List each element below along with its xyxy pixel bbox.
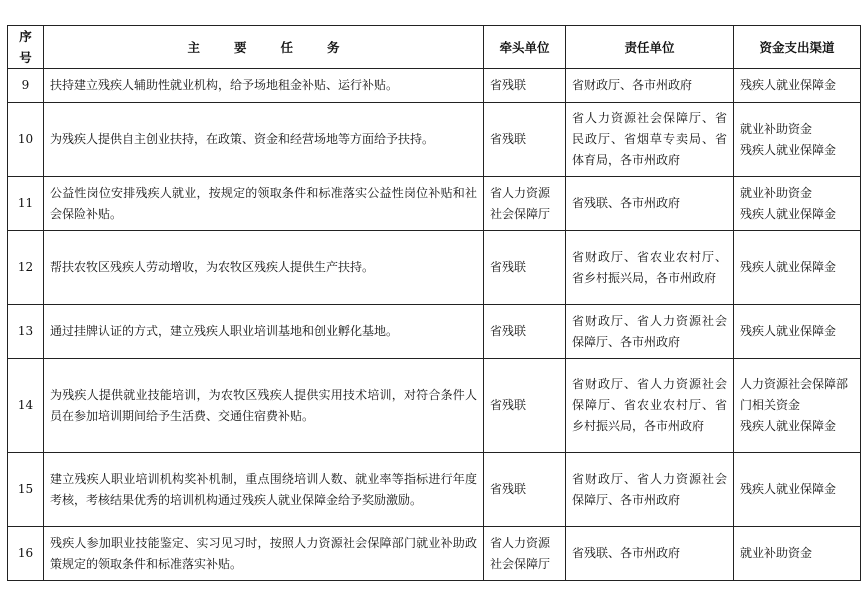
task-cell: 残疾人参加职业技能鉴定、实习见习时，按照人力资源社会保障部门就业补助政策规定的领取条件和标准落实补贴。 xyxy=(44,527,484,581)
funding-item: 残疾人就业保障金 xyxy=(740,419,837,433)
task-cell: 公益性岗位安排残疾人就业，按规定的领取条件和标准落实公益性岗位补贴和社会保险补贴。 xyxy=(44,177,484,231)
table-row xyxy=(8,69,861,103)
responsible-unit-cell: 省财政厅、省人力资源社会保障厅、省农业农村厅、省乡村振兴局，各市州政府 xyxy=(566,359,734,453)
funding-channel-cell xyxy=(734,527,861,581)
row-number: 12 xyxy=(8,231,44,305)
lead-unit-cell: 省人力资源社会保障厅 xyxy=(484,177,566,231)
header-row xyxy=(8,26,861,69)
row-number: 15 xyxy=(8,453,44,527)
funding-item: 人力资源社会保障部门相关资金 xyxy=(740,377,849,412)
table-row xyxy=(8,231,861,305)
funding-item: 残疾人就业保障金 xyxy=(740,260,837,274)
lead-unit-cell: 省残联 xyxy=(484,359,566,453)
funding-item: 残疾人就业保障金 xyxy=(740,78,837,92)
funding-channel-cell xyxy=(734,103,861,177)
lead-unit-cell: 省残联 xyxy=(484,103,566,177)
row-number: 16 xyxy=(8,527,44,581)
header-lead: 牵头单位 xyxy=(484,26,566,69)
funding-channel-cell xyxy=(734,305,861,359)
header-responsible: 责任单位 xyxy=(566,26,734,69)
table-row xyxy=(8,103,861,177)
funding-channel-cell xyxy=(734,359,861,453)
task-cell: 帮扶农牧区残疾人劳动增收，为农牧区残疾人提供生产扶持。 xyxy=(44,231,484,305)
funding-channel-cell xyxy=(734,69,861,103)
responsible-unit-cell: 省财政厅、省人力资源社会保障厅、各市州政府 xyxy=(566,305,734,359)
funding-item: 残疾人就业保障金 xyxy=(740,206,837,221)
responsible-unit-cell: 省残联、各市州政府 xyxy=(566,527,734,581)
task-cell: 为残疾人提供自主创业扶持，在政策、资金和经营场地等方面给予扶持。 xyxy=(44,103,484,177)
funding-channel-cell xyxy=(734,231,861,305)
responsible-unit-cell: 省财政厅、省人力资源社会保障厅、各市州政府 xyxy=(566,453,734,527)
task-cell: 为残疾人提供就业技能培训，为农牧区残疾人提供实用技术培训，对符合条件人员在参加培训期间给予生活费、交通住宿费补贴。 xyxy=(44,359,484,453)
lead-unit-cell: 省残联 xyxy=(484,305,566,359)
task-cell: 建立残疾人职业培训机构奖补机制，重点围绕培训人数、就业率等指标进行年度考核，考核结果优秀的培训机构通过残疾人就业保障金给予奖励激励。 xyxy=(44,453,484,527)
funding-item: 就业补助资金 xyxy=(740,185,813,200)
task-cell: 通过挂牌认证的方式，建立残疾人职业培训基地和创业孵化基地。 xyxy=(44,305,484,359)
funding-item: 残疾人就业保障金 xyxy=(740,142,837,157)
task-cell: 扶持建立残疾人辅助性就业机构，给予场地租金补贴、运行补贴。 xyxy=(44,69,484,103)
row-number: 10 xyxy=(8,103,44,177)
funding-item: 残疾人就业保障金 xyxy=(740,482,837,496)
table-row xyxy=(8,453,861,527)
lead-unit-cell: 省残联 xyxy=(484,231,566,305)
header-num: 序号 xyxy=(8,26,44,69)
responsible-unit-cell: 省人力资源社会保障厅、省民政厅、省烟草专卖局、省体育局，各市州政府 xyxy=(566,103,734,177)
funding-channel-cell xyxy=(734,177,861,231)
row-number: 9 xyxy=(8,69,44,103)
funding-item: 残疾人就业保障金 xyxy=(740,324,837,338)
row-number: 14 xyxy=(8,359,44,453)
funding-channel-cell xyxy=(734,453,861,527)
responsible-unit-cell: 省财政厅、各市州政府 xyxy=(566,69,734,103)
funding-item: 就业补助资金 xyxy=(740,121,813,136)
header-task: 主要任务 xyxy=(44,26,484,69)
header-funding: 资金支出渠道 xyxy=(734,26,861,69)
row-number: 13 xyxy=(8,305,44,359)
lead-unit-cell: 省残联 xyxy=(484,69,566,103)
table-row xyxy=(8,177,861,231)
lead-unit-cell: 省残联 xyxy=(484,453,566,527)
table-row xyxy=(8,305,861,359)
task-table xyxy=(7,25,861,581)
funding-item: 就业补助资金 xyxy=(740,546,813,560)
row-number: 11 xyxy=(8,177,44,231)
responsible-unit-cell: 省残联、各市州政府 xyxy=(566,177,734,231)
table-row xyxy=(8,527,861,581)
table-row xyxy=(8,359,861,453)
lead-unit-cell: 省人力资源社会保障厅 xyxy=(484,527,566,581)
responsible-unit-cell: 省财政厅、省农业农村厅、省乡村振兴局，各市州政府 xyxy=(566,231,734,305)
